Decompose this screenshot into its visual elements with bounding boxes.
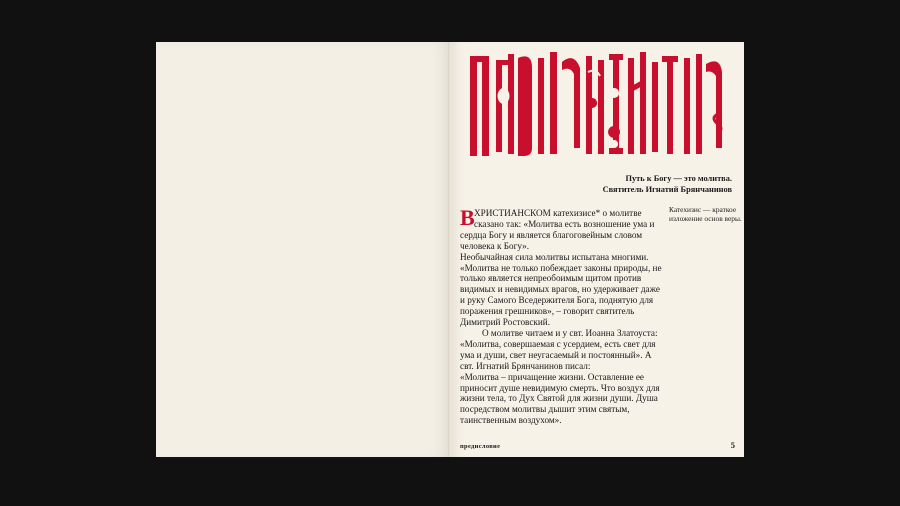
epigraph-quote: Путь к Богу — это молитва. [625, 174, 732, 183]
paragraph: «Молитва – причащение жизни. Оставление ее приносит душе невидимую смерть. Что воздух для жизни тела, то Дух Святой для жизни души. Душа посредством молитвы дышит этим святым, таинственным воздухом». [460, 371, 660, 426]
body-text [460, 205, 662, 426]
svg-text:В: В [460, 205, 475, 230]
title-calligraphy [468, 48, 730, 158]
running-head: предисловие [460, 443, 501, 450]
page-number: 5 [730, 440, 735, 450]
right-page [452, 42, 744, 457]
paragraph: Необычайная сила молитвы испытана многими. «Молитва не только побеждает законы природы, не только является непреобоимым щитом против видимых и невидимых врагов, но удерживает даже и руку Самого Вседержителя Бога, поднятую для поражения грешников», – говорит святитель Димитрий Ростовский. [460, 251, 662, 328]
left-page-blank [156, 42, 450, 457]
epigraph-author: Святитель Игнатий Брянчанинов [602, 185, 732, 194]
paragraph: О молитве читаем и у свт. Иоанна Златоуста: «Молитва, совершаемая с усердием, есть свет для ума и души, свет неугасаемый и постоянный». А свт. Игнатий Брянчанинов писал: [460, 327, 658, 371]
book-spread [156, 42, 744, 457]
paragraph: ХРИСТИАНСКОМ катехизисе* о молитве сказано так: «Молитва есть возношение ума и сердца Богу и является благоговейным словом человека к Богу». [460, 208, 655, 251]
margin-note: Катехизис — краткое изложение основ веры. [669, 205, 742, 224]
dropcap [460, 205, 475, 230]
epigraph [603, 173, 732, 195]
